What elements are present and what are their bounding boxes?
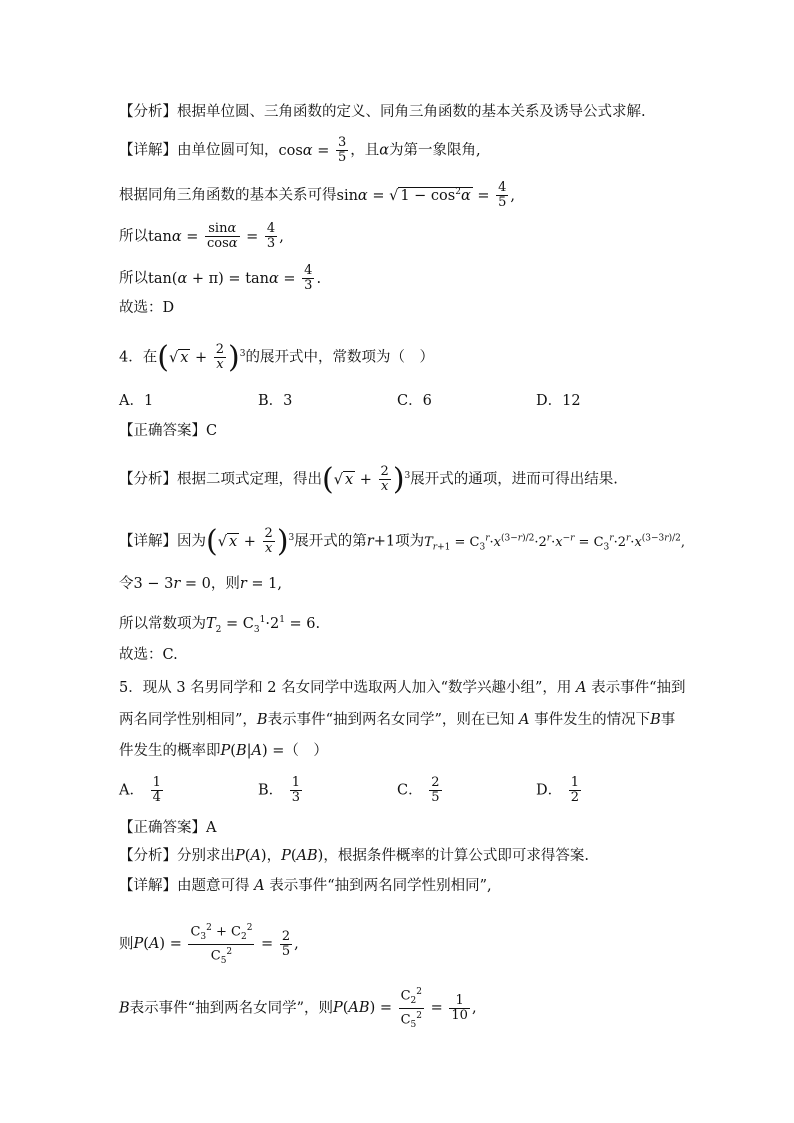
q3-tan-line — [119, 222, 284, 251]
event-b-symbol: B — [256, 712, 268, 728]
q4-detail-mid: 展开式的第 — [294, 533, 367, 550]
term-index: r+1 — [366, 533, 396, 550]
q5-line2 — [119, 710, 675, 730]
q3-detail-suffix: ，且 — [350, 142, 380, 159]
q4-option-a: A．1 — [119, 393, 154, 409]
q3-line4-prefix: 所以 — [119, 270, 148, 287]
q3-analysis: 【分析】根据单位圆、三角函数的定义、同角三角函数的基本关系及诱导公式求解. — [119, 104, 646, 120]
q4-analysis — [119, 461, 618, 497]
sin-alpha-eq: sinα = √ $1 - \cos^2\alpha$ = $\frac{4}{5}$ , — [336, 180, 516, 210]
q4-title-suffix: 的展开式中，常数项为（ ） — [245, 349, 434, 366]
q5-detail-prefix: 【详解】由题意可得 — [119, 878, 250, 894]
tan-alpha-eq: tanα = $\frac{\sin\alpha}{\cos\alpha}$ = $\frac{4}{3}$ , — [148, 221, 284, 251]
q5-analysis-suffix: ，根据条件概率的计算公式即可求得答案. — [323, 848, 589, 864]
tan-shift-eq: tan(α + π) = tanα = $\frac{4}{3}$ . — [148, 263, 322, 293]
q5-line3-prefix: 件发生的概率即 — [119, 743, 221, 759]
q5-analysis: 【分析】分别求出P(A)，P(AB)，根据条件概率的计算公式即可求得答案. — [119, 848, 589, 864]
pab-eq: P(AB) = $\frac{C_2^2}{C_5^2}$ = $\frac{1}{10}$ , — [332, 987, 477, 1030]
q4-option-d: D．12 — [536, 393, 581, 409]
q5-line2-c: 事件发生的情况下 — [534, 712, 651, 728]
q3-answer: 故选：D — [119, 300, 175, 316]
binomial-expr: (√ x + $\frac{2}{x}$ )$^3$ — [157, 339, 246, 375]
prob-a: P(A) — [235, 848, 267, 864]
q4-detail-prefix: 【详解】因为 — [119, 533, 206, 550]
q5-line3 — [119, 741, 328, 761]
q4-const-prefix: 所以常数项为 — [119, 615, 206, 632]
q5-b-prefix: 表示事件“抽到两名女同学”，则 — [129, 1000, 333, 1017]
alpha-symbol: α — [379, 142, 390, 159]
q4-analysis-suffix: 展开式的通项，进而可得出结果. — [410, 471, 618, 488]
q4-detail — [119, 523, 686, 559]
q4-correct: 【正确答案】C — [119, 423, 218, 439]
general-term: $T_{r+1} = C_3^r\cdot x^{(3-r)/2}\cdot 2^r\cdot x^{-r} = C_3^r\cdot 2^r\cdot x^{(3-3r)/2}$, — [424, 533, 686, 553]
event-a-symbol-2: A — [514, 712, 535, 728]
q5-line3-suffix: （ ） — [284, 743, 328, 759]
q3-detail-prefix: 【详解】由单位圆可知， — [119, 142, 279, 159]
const-term-eq: $T_2 = C_3^1\cdot 2^1 = 6$. — [206, 615, 321, 635]
event-a-symbol: A — [571, 680, 592, 696]
q3-line3-prefix: 所以 — [119, 228, 148, 245]
pa-eq: P(A) = $\frac{C_3^2 + C_2^2}{C_5^2}$ = $\frac{2}{5}$ , — [133, 923, 299, 966]
prob-ab: P(AB) — [281, 848, 324, 864]
q5-pab-line — [119, 985, 477, 1032]
cos-alpha-eq: cosα = $\frac{3}{5}$ — [278, 135, 347, 165]
q5-option-a: A． $\frac{1}{4}$ — [119, 775, 161, 805]
q4-let-line — [119, 574, 282, 594]
event-a-symbol-3: A — [249, 878, 270, 894]
q5-option-c: C． $\frac{2}{5}$ — [397, 775, 440, 805]
q3-detail-line1 — [119, 136, 481, 165]
q3-tan-shift-line — [119, 264, 321, 293]
q5-detail-suffix: 表示事件“抽到两名同学性别相同”, — [269, 878, 492, 894]
q5-option-b: B． $\frac{1}{3}$ — [258, 775, 301, 805]
q5-line1-end: 表示事件“抽到 — [591, 680, 686, 696]
q5-line2-b: 表示事件“抽到两名女同学”，则在已知 — [267, 712, 515, 728]
q5-pa-line — [119, 921, 299, 968]
q4-option-c: C．6 — [397, 393, 432, 409]
q4-title-prefix: 4．在 — [119, 349, 158, 366]
q3-detail-end: 为第一象限角, — [389, 142, 481, 159]
q4-title — [119, 339, 434, 375]
q4-let-prefix: 令 — [119, 576, 134, 592]
event-b-symbol-2: B — [650, 712, 661, 728]
q5-analysis-prefix: 【分析】分别求出 — [119, 848, 235, 864]
q5-then: 则 — [119, 936, 134, 953]
q5-line1 — [119, 678, 686, 698]
q5-line1-text: 5．现从 3 名男同学和 2 名女同学中选取两人加入“数学兴趣小组”，用 — [119, 680, 572, 696]
q4-option-b: B．3 — [258, 393, 293, 409]
event-b-symbol-3: B — [119, 1000, 130, 1017]
binomial-expr-2: (√ x + $\frac{2}{x}$ )$^3$ — [322, 461, 411, 497]
q4-let-mid: ，则 — [210, 576, 240, 592]
q5-detail — [119, 876, 492, 896]
conditional-prob: P(B|A) = — [220, 743, 285, 759]
q4-analysis-prefix: 【分析】根据二项式定理，得出 — [119, 471, 322, 488]
q5-correct: 【正确答案】A — [119, 820, 217, 836]
binomial-expr-3: (√ x + $\frac{2}{x}$ )$^3$ — [206, 523, 295, 559]
q5-option-d: D． $\frac{1}{2}$ — [536, 775, 580, 805]
r-eq: r = 1, — [239, 576, 282, 592]
q4-detail-mid2: 项为 — [395, 533, 425, 550]
q4-const-line — [119, 610, 320, 640]
q5-line2-a: 两名同学性别相同”， — [119, 712, 257, 728]
q4-answer: 故选：C. — [119, 647, 178, 663]
let-eq: 3 − 3r = 0 — [133, 576, 211, 592]
q3-line2-prefix: 根据同角三角函数的基本关系可得 — [119, 187, 337, 204]
q5-line2-d: 事 — [660, 712, 676, 728]
q3-sin-line — [119, 181, 515, 210]
